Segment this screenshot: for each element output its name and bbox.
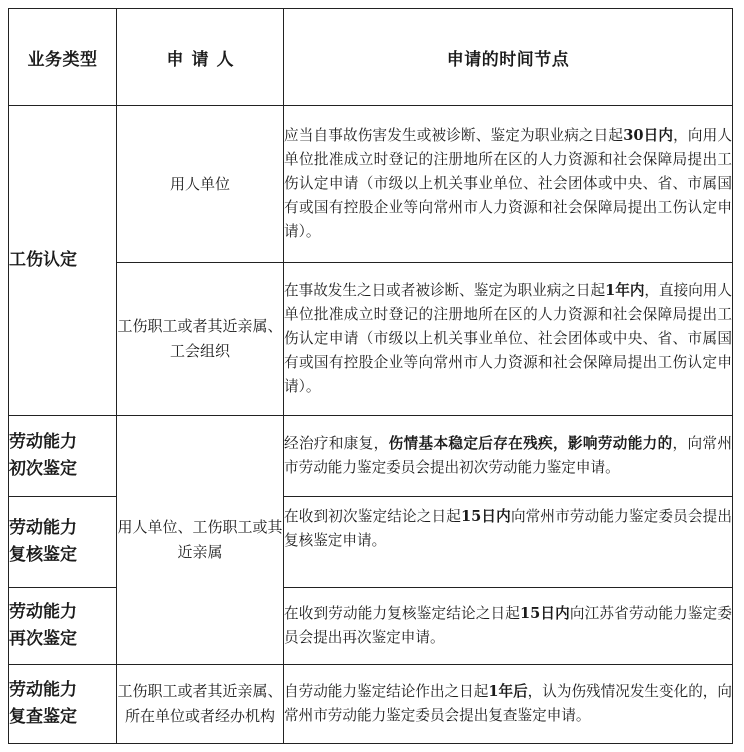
business-type-label: 工伤认定 bbox=[9, 250, 77, 270]
applicant-cell: 工伤职工或者其近亲属、工会组织 bbox=[117, 263, 284, 416]
deadline-emphasis: 1年后 bbox=[488, 683, 528, 700]
table-row bbox=[9, 416, 733, 497]
header-applicant: 申请人 bbox=[117, 9, 284, 106]
applicant-cell: 用人单位 bbox=[117, 106, 284, 263]
timing-cell: 自劳动能力鉴定结论作出之日起1年后，认为伤残情况发生变化的，向常州市劳动能力鉴定委员会提出复查鉴定申请。 bbox=[284, 665, 733, 744]
business-type-cell: 劳动能力 复查鉴定 bbox=[9, 665, 117, 744]
deadline-emphasis: 15日内 bbox=[460, 508, 511, 525]
header-business-type: 业务类型 bbox=[9, 9, 117, 106]
work-injury-table bbox=[8, 8, 733, 744]
timing-cell: 在事故发生之日或者被诊断、鉴定为职业病之日起1年内，直接向用人单位批准成立时登记的注册地所在区的人力资源和社会保障局提出工伤认定申请（市级以上机关事业单位、社会团体或中央、省、市属国有或国有控股企业等向常州市人力资源和社会保障局提出工伤认定申请）。 bbox=[284, 263, 733, 416]
applicant-cell: 工伤职工或者其近亲属、所在单位或者经办机构 bbox=[117, 665, 284, 744]
timing-cell: 在收到初次鉴定结论之日起15日内向常州市劳动能力鉴定委员会提出复核鉴定申请。 bbox=[284, 497, 733, 588]
table-row bbox=[9, 106, 733, 263]
table-row bbox=[9, 263, 733, 416]
table-row bbox=[9, 665, 733, 744]
deadline-emphasis: 1年内 bbox=[605, 282, 645, 299]
header-timing: 申请的时间节点 bbox=[284, 9, 733, 106]
applicant-cell: 用人单位、工伤职工或其近亲属 bbox=[117, 416, 284, 665]
deadline-emphasis: 15日内 bbox=[519, 605, 570, 622]
table-header-row bbox=[9, 9, 733, 106]
timing-cell: 应当自事故伤害发生或被诊断、鉴定为职业病之日起30日内，向用人单位批准成立时登记的注册地所在区的人力资源和社会保障局提出工伤认定申请（市级以上机关事业单位、社会团体或中央、省、市属国有或国有控股企业等向常州市人力资源和社会保障局提出工伤认定申请）。 bbox=[284, 106, 733, 263]
timing-cell: 经治疗和康复，伤情基本稳定后存在残疾，影响劳动能力的，向常州市劳动能力鉴定委员会提出初次劳动能力鉴定申请。 bbox=[284, 416, 733, 497]
business-type-cell: 劳动能力 复核鉴定 bbox=[9, 497, 117, 588]
business-type-cell bbox=[9, 106, 117, 416]
condition-emphasis: 伤情基本稳定后存在残疾，影响劳动能力的 bbox=[388, 435, 673, 452]
business-type-cell: 劳动能力 再次鉴定 bbox=[9, 588, 117, 665]
timing-cell: 在收到劳动能力复核鉴定结论之日起15日内向江苏省劳动能力鉴定委员会提出再次鉴定申请。 bbox=[284, 588, 733, 665]
business-type-cell: 劳动能力 初次鉴定 bbox=[9, 416, 117, 497]
deadline-emphasis: 30日内 bbox=[623, 127, 674, 144]
